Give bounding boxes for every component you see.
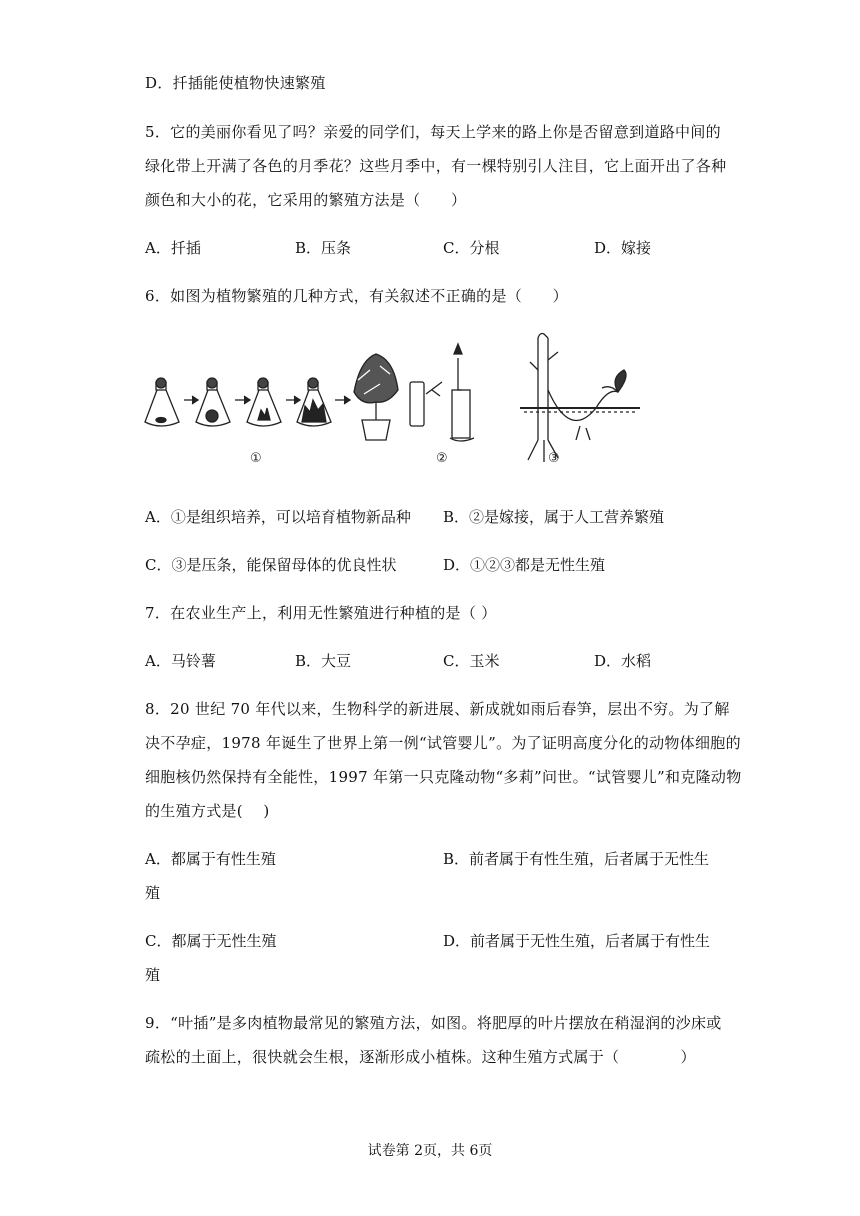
page-footer: 试卷第 2页，共 6页 bbox=[367, 1143, 493, 1159]
q8-option-b-line-1: B．前者属于有性生殖，后者属于无性生 bbox=[443, 850, 710, 868]
q9-stem-line-2: 疏松的土面上，很快就会生根，逐渐形成小植株。这种生殖方式属于（ ） bbox=[145, 1048, 696, 1066]
culture-flask-1 bbox=[145, 378, 179, 426]
figure-label-3: ③ bbox=[548, 451, 560, 466]
q5-stem-line-2: 绿化带上开满了各色的月季花？这些月季中，有一棵特别引人注目，它上面开出了各种 bbox=[145, 157, 727, 175]
culture-flask-4 bbox=[297, 378, 331, 426]
q5-option-a: A．扦插 bbox=[145, 239, 201, 257]
grafting-illustration bbox=[410, 344, 474, 441]
q8-stem-line-3: 细胞核仍然保持有全能性，1997 年第一只克隆动物“多莉”问世。“试管婴儿”和克隆动物 bbox=[145, 768, 742, 786]
figure-label-1: ① bbox=[250, 451, 262, 466]
layering-illustration bbox=[520, 334, 640, 463]
q8-stem-line-2: 决不孕症，1978 年诞生了世界上第一例“试管婴儿”。为了证明高度分化的动物体细胞的 bbox=[145, 734, 741, 752]
propagation-figure bbox=[140, 330, 700, 480]
q5-option-c: C．分根 bbox=[443, 239, 500, 257]
culture-flask-2 bbox=[196, 378, 230, 426]
q7-option-d: D．水稻 bbox=[594, 652, 652, 670]
q6-stem: 6．如图为植物繁殖的几种方式，有关叙述不正确的是（ ） bbox=[145, 287, 568, 305]
q5-option-d: D．嫁接 bbox=[594, 239, 652, 257]
q5-stem-line-3: 颜色和大小的花，它采用的繁殖方法是（ ） bbox=[145, 191, 467, 209]
q6-option-b: B．②是嫁接，属于人工营养繁殖 bbox=[443, 508, 665, 526]
q4-option-d: D．扦插能使植物快速繁殖 bbox=[145, 74, 326, 92]
q7-option-b: B．大豆 bbox=[295, 652, 352, 670]
q6-option-a: A．①是组织培养，可以培育植物新品种 bbox=[145, 508, 411, 526]
q5-option-b: B．压条 bbox=[295, 239, 352, 257]
q8-stem-line-1: 8．20 世纪 70 年代以来，生物科学的新进展、新成就如雨后春笋，层出不穷。为了解 bbox=[145, 700, 730, 718]
q6-option-d: D．①②③都是无性生殖 bbox=[443, 556, 606, 574]
figure-label-2: ② bbox=[436, 451, 448, 466]
q7-option-a: A．马铃薯 bbox=[145, 652, 216, 670]
potted-plant bbox=[354, 354, 398, 440]
q9-stem-line-1: 9．“叶插”是多肉植物最常见的繁殖方法，如图。将肥厚的叶片摆放在稍湿润的沙床或 bbox=[145, 1014, 722, 1032]
q8-option-a: A．都属于有性生殖 bbox=[145, 850, 276, 868]
q8-option-b-line-2: 殖 bbox=[145, 884, 161, 902]
q8-option-c: C．都属于无性生殖 bbox=[145, 932, 277, 950]
culture-flask-3 bbox=[247, 378, 281, 426]
q8-stem-line-4: 的生殖方式是( ) bbox=[145, 802, 270, 820]
q8-option-d-line-2: 殖 bbox=[145, 966, 161, 984]
q5-stem-line-1: 5．它的美丽你看见了吗？亲爱的同学们，每天上学来的路上你是否留意到道路中间的 bbox=[145, 123, 721, 141]
q8-option-d-line-1: D．前者属于无性生殖，后者属于有性生 bbox=[443, 932, 711, 950]
q6-option-c: C．③是压条，能保留母体的优良性状 bbox=[145, 556, 397, 574]
q7-option-c: C．玉米 bbox=[443, 652, 500, 670]
q7-stem: 7．在农业生产上，利用无性繁殖进行种植的是（ ） bbox=[145, 604, 497, 622]
